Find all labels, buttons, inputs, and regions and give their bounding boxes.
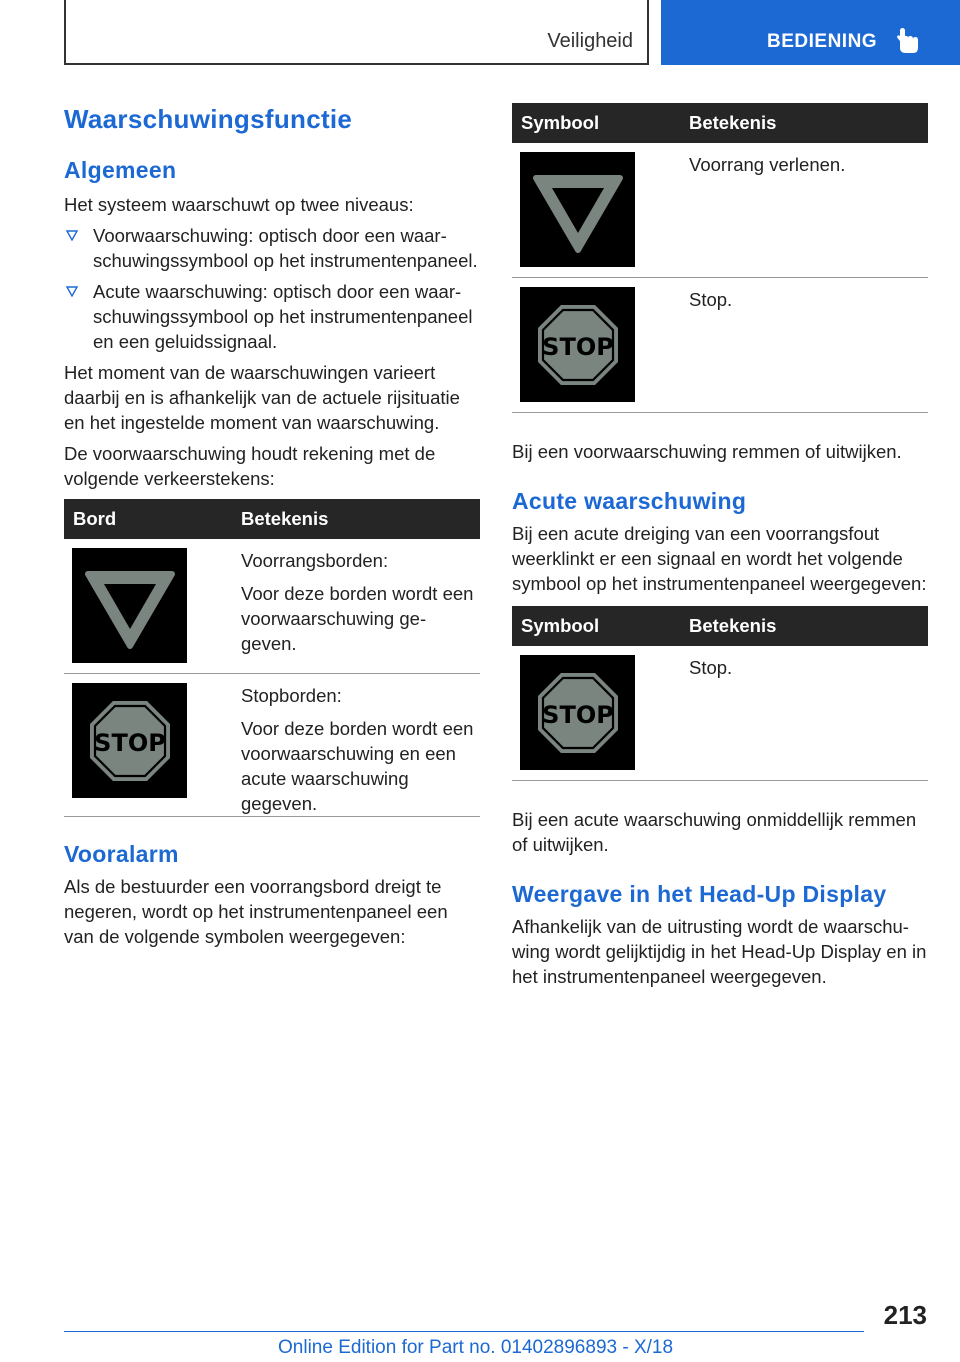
right-column xyxy=(512,103,928,989)
intro-text: Het systeem waarschuwt op twee niveaus: xyxy=(64,194,414,215)
cell-text: Voor deze borden wordt een voorwaarschuwing gegeven. xyxy=(241,583,474,654)
header-chapter-box xyxy=(661,0,960,65)
bullet-list xyxy=(64,223,480,354)
footer-divider xyxy=(64,1331,864,1332)
table-row xyxy=(512,278,928,413)
cell-text: Stopborden: xyxy=(241,685,342,706)
stop-sign-text: STOP xyxy=(541,332,614,361)
paragraph: Als de bestuurder een voorrangsbord dreigt te negeren, wordt op het instrumentenpaneel een van de volgende symbolen weergegeven: xyxy=(64,876,448,947)
hand-pointer-icon xyxy=(897,26,921,54)
paragraph: Bij een acute waarschuwing onmiddellijk remmen of uitwijken. xyxy=(512,809,917,855)
paragraph: Afhankelijk van de uitrusting wordt de waarschuwing wordt gelijktijdig in het Head-Up Display en in het instrumentenpaneel weergegeven. xyxy=(512,916,927,987)
table-row xyxy=(512,143,928,278)
cell-text: Voorrang verlenen. xyxy=(689,154,846,175)
cell-text: Stop. xyxy=(689,657,733,678)
triangle-bullet-icon xyxy=(66,286,78,297)
acute-symbols-table xyxy=(512,606,928,781)
table-header-cell: Bord xyxy=(64,499,229,539)
sign-image xyxy=(520,287,635,402)
paragraph: De voorwaarschuwing houdt rekening met de volgende verkeerstekens: xyxy=(64,443,436,489)
cell-text: Voor deze borden wordt een voorwaarschuwing en een acute waarschuwing gegeven. xyxy=(241,718,474,814)
paragraph: Bij een acute dreiging van een voorrangsfout weerklinkt er een signaal en wordt het volgende symbool op het instrumentenpaneel weergegeven: xyxy=(512,523,927,594)
bullet-text: Acute waarschuwing: optisch door een waarschuwingssymbool op het instrumentenpaneel en een geluidssignaal. xyxy=(93,281,473,352)
stop-sign-icon xyxy=(89,700,171,782)
symbols-table xyxy=(512,103,928,413)
left-column xyxy=(64,100,480,949)
table-header-cell: Betekenis xyxy=(677,103,928,143)
cell-text: Voorrangsborden: xyxy=(241,550,389,571)
table-header-cell: Betekenis xyxy=(677,606,928,646)
yield-sign-icon xyxy=(532,164,624,256)
table-row xyxy=(64,539,480,674)
stop-sign-icon xyxy=(537,304,619,386)
yield-sign-icon xyxy=(84,560,176,652)
section-title: Veiligheid xyxy=(547,30,633,52)
sign-image xyxy=(520,152,635,267)
paragraph: Bij een voorwaarschuwing remmen of uitwijken. xyxy=(512,441,902,462)
heading-algemeen: Algemeen xyxy=(64,157,177,183)
sign-image xyxy=(520,655,635,770)
table-header-cell: Symbool xyxy=(512,103,677,143)
heading-head-up-display: Weergave in het Head-Up Display xyxy=(512,881,887,907)
table-header-cell: Betekenis xyxy=(229,499,480,539)
list-item xyxy=(64,223,480,273)
table-row xyxy=(512,646,928,781)
table-row xyxy=(64,674,480,817)
stop-sign-icon xyxy=(537,672,619,754)
footer-edition-text: Online Edition for Part no. 01402896893 - X/18 xyxy=(278,1337,674,1358)
chapter-title: BEDIENING xyxy=(767,31,878,52)
signs-table xyxy=(64,499,480,817)
stop-sign-text: STOP xyxy=(541,700,614,729)
triangle-bullet-icon xyxy=(66,230,78,241)
table-header-cell: Symbool xyxy=(512,606,677,646)
page-number: 213 xyxy=(883,1300,927,1330)
paragraph: Het moment van de waarschuwingen varieert daarbij en is afhankelijk van de actuele rijsituatie en het ingestelde moment van waarschuwing. xyxy=(64,362,460,433)
bullet-text: Voorwaarschuwing: optisch door een waarschuwingssymbool op het instrumentenpaneel. xyxy=(93,225,478,271)
list-item xyxy=(64,279,480,354)
stop-sign-text: STOP xyxy=(93,728,166,757)
sign-image xyxy=(72,683,187,798)
sign-image xyxy=(72,548,187,663)
heading-acute-waarschuwing: Acute waarschuwing xyxy=(512,488,747,514)
heading-vooralarm: Vooralarm xyxy=(64,841,179,867)
cell-text: Stop. xyxy=(689,289,733,310)
page-title: Waarschuwingsfunctie xyxy=(64,104,353,134)
header-section-box xyxy=(64,0,649,65)
